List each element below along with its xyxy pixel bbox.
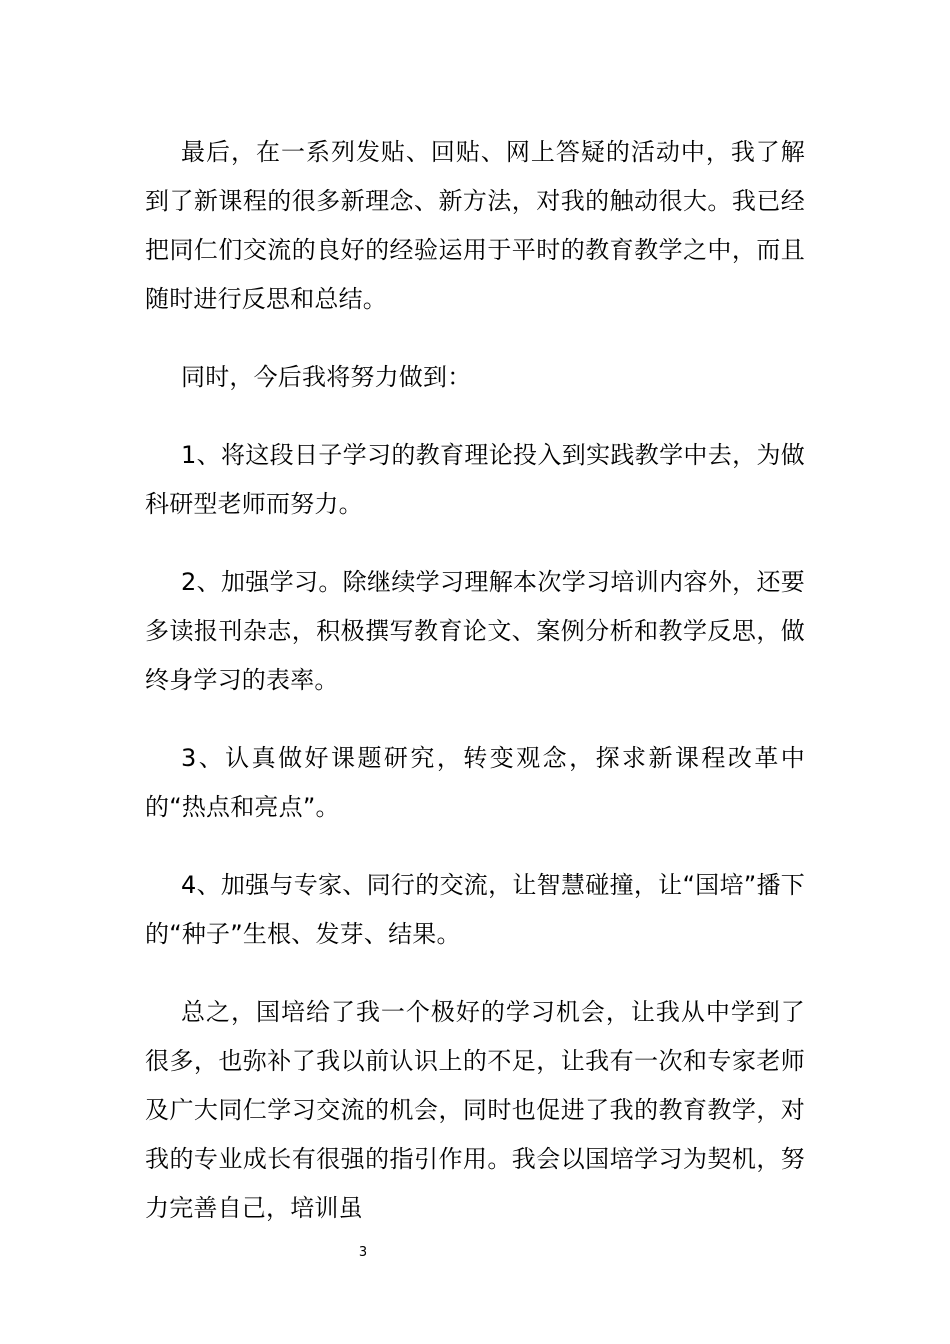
paragraph-summary: 总之，国培给了我一个极好的学习机会，让我从中学到了很多，也弥补了我以前认识上的不足，让我有一次和专家老师及广大同仁学习交流的机会，同时也促进了我的教育教学，对我的专业成长有很强的指引作用。我会以国培学习为契机，努力完善自己，培训虽: [145, 998, 805, 1222]
document-body: [145, 128, 805, 1262]
paragraph-item-1: 1、将这段日子学习的教育理论投入到实践教学中去，为做科研型老师而努力。: [145, 441, 805, 518]
page-number: 3: [358, 1245, 368, 1260]
paragraph-item-2: 2、加强学习。除继续学习理解本次学习培训内容外，还要多读报刊杂志，积极撰写教育论文、案例分析和教学反思，做终身学习的表率。: [145, 568, 805, 694]
paragraph-item-3: 3、认真做好课题研究，转变观念，探求新课程改革中的“热点和亮点”。: [145, 744, 805, 821]
paragraph-item-4: 4、加强与专家、同行的交流，让智慧碰撞，让“国培”播下的“种子”生根、发芽、结果。: [145, 871, 805, 948]
paragraph-conclusion-activities: 最后，在一系列发贴、回贴、网上答疑的活动中，我了解到了新课程的很多新理念、新方法，对我的触动很大。我已经把同仁们交流的良好的经验运用于平时的教育教学之中，而且随时进行反思和总结。: [145, 138, 805, 313]
paragraph-future-intro: 同时，今后我将努力做到：: [181, 363, 472, 391]
